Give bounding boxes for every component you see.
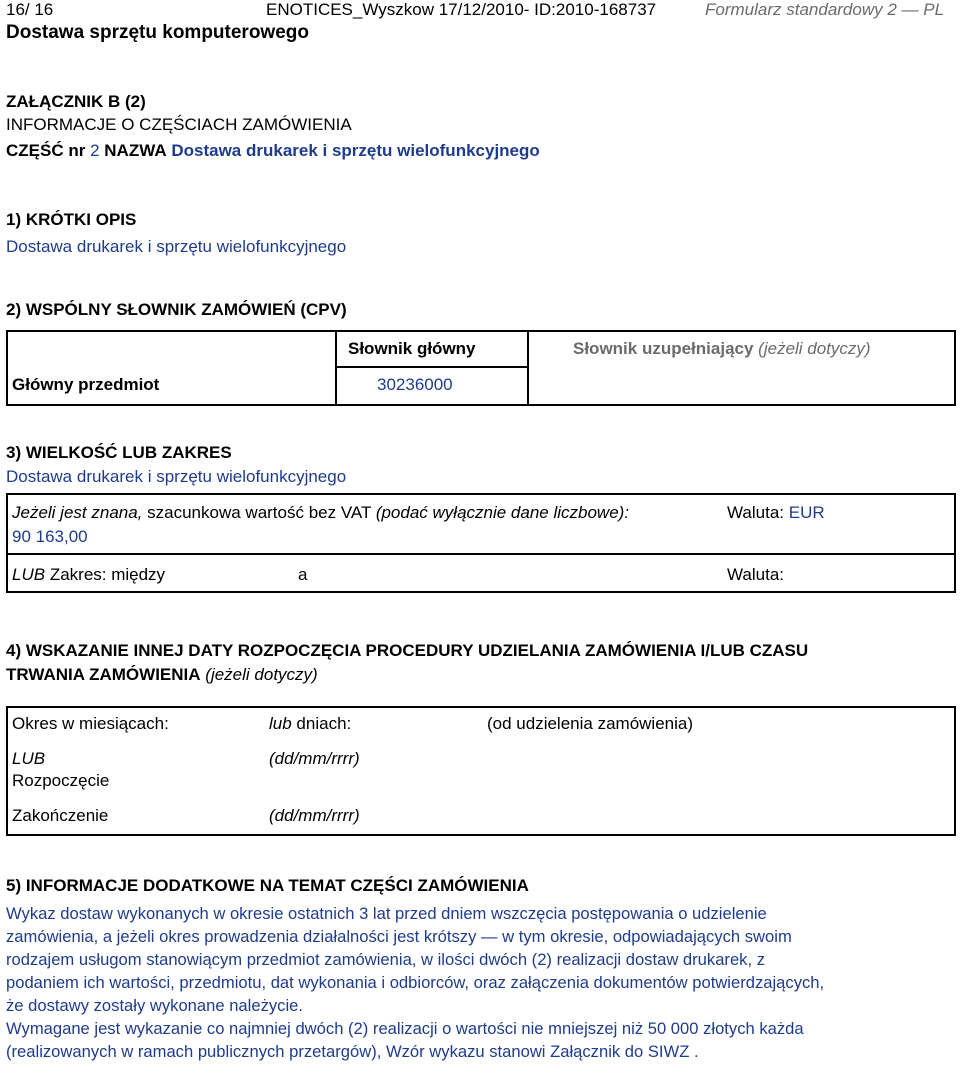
section1-text: Dostawa drukarek i sprzętu wielofunkcyjnego — [6, 237, 347, 256]
section4-heading-note: (jeżeli dotyczy) — [205, 665, 318, 684]
cpv-main-header: Słownik główny — [348, 339, 476, 358]
section2-heading: 2) WSPÓLNY SŁOWNIK ZAMÓWIEŃ (CPV) — [6, 300, 347, 319]
section3-heading: 3) WIELKOŚĆ LUB ZAKRES — [6, 443, 232, 462]
currency-line — [727, 503, 825, 523]
section5-line: rodzajem usługom stanowiącym przedmiot zamówienia, w ilości dwóch (2) realizacji dostaw drukarek, z — [6, 950, 765, 969]
cpv-supp-label: Słownik uzupełniający — [573, 339, 754, 358]
annex-subheading: INFORMACJE O CZĘŚCIACH ZAMÓWIENIA — [6, 115, 352, 134]
section1-heading: 1) KRÓTKI OPIS — [6, 210, 137, 229]
part-number: 2 — [90, 141, 100, 160]
or-label-2: LUB — [12, 749, 46, 768]
from-award: (od udzielenia zamówienia) — [487, 714, 694, 733]
name-label: NAZWA — [104, 141, 167, 160]
estimate-label: szacunkowa wartość bez VAT — [147, 503, 372, 522]
section4-heading-2-text: TRWANIA ZAMÓWIENIA — [6, 665, 201, 684]
page-number: 16/ 16 — [6, 0, 54, 19]
section3-text: Dostawa drukarek i sprzętu wielofunkcyjnego — [6, 467, 347, 486]
cpv-supp-note: (jeżeli dotyczy) — [758, 339, 871, 358]
notice-id: ENOTICES_Wyszkow 17/12/2010- ID:2010-168737 — [266, 0, 657, 19]
start-label: Rozpoczęcie — [12, 771, 110, 790]
section5-heading: 5) INFORMACJE DODATKOWE NA TEMAT CZĘŚCI ZAMÓWIENIA — [6, 876, 529, 895]
if-known-label: Jeżeli jest znana, — [12, 503, 143, 522]
or-label: LUB — [12, 565, 46, 584]
range-line — [12, 565, 165, 585]
section5-line: że dostawy zostały wykonane należycie. — [6, 996, 303, 1015]
lub-label: lub — [269, 714, 292, 733]
part-name: Dostawa drukarek i sprzętu wielofunkcyjnego — [171, 141, 540, 160]
section5-text — [6, 902, 951, 1063]
range-label: Zakres: między — [49, 565, 166, 584]
part-line — [6, 141, 540, 161]
part-label: CZĘŚĆ nr — [6, 141, 86, 160]
section4-heading-2 — [6, 665, 318, 685]
section5-line: Wykaz dostaw wykonanych w okresie ostatnich 3 lat przed dniem wszczęcia postępowania o udzielenie — [6, 904, 767, 923]
estimate-line — [12, 503, 629, 523]
days-line — [269, 714, 351, 734]
section5-line: Wymagane jest wykazanie co najmniej dwóch (2) realizacji o wartości nie mniejszej niż 50 000 złotych każda — [6, 1019, 804, 1038]
currency-value: EUR — [788, 503, 825, 522]
start-format: (dd/mm/rrrr) — [269, 749, 360, 768]
estimate-value: 90 163,00 — [12, 527, 88, 546]
months-label: Okres w miesiącach: — [12, 714, 169, 733]
range-currency: Waluta: — [727, 565, 785, 584]
currency-label: Waluta: — [727, 503, 785, 522]
estimate-note: (podać wyłącznie dane liczbowe): — [375, 503, 630, 522]
cpv-code: 30236000 — [377, 375, 453, 394]
document-title: Dostawa sprzętu komputerowego — [6, 22, 309, 43]
section5-line: podaniem ich wartości, przedmiotu, dat wykonania i odbiorców, oraz załączenia dokumentów potwierdzających, — [6, 973, 825, 992]
annex-heading: ZAŁĄCZNIK B (2) — [6, 92, 146, 111]
end-label: Zakończenie — [12, 806, 109, 825]
cpv-row-label: Główny przedmiot — [12, 375, 160, 394]
section5-line: zamówienia, a jeżeli okres prowadzenia działalności jest krótszy — w tym okresie, odpowiadających swoim — [6, 927, 792, 946]
section4-heading-1: 4) WSKAZANIE INNEJ DATY ROZPOCZĘCIA PROCEDURY UDZIELANIA ZAMÓWIENIA I/LUB CZASU — [6, 641, 809, 660]
section5-line: (realizowanych w ramach publicznych przetargów), Wzór wykazu stanowi Załącznik do SIWZ . — [6, 1042, 699, 1061]
form-type: Formularz standardowy 2 — PL — [705, 0, 945, 19]
cpv-supp-header — [573, 339, 871, 359]
range-and: a — [298, 565, 308, 584]
end-format: (dd/mm/rrrr) — [269, 806, 360, 825]
days-label: dniach: — [296, 714, 352, 733]
